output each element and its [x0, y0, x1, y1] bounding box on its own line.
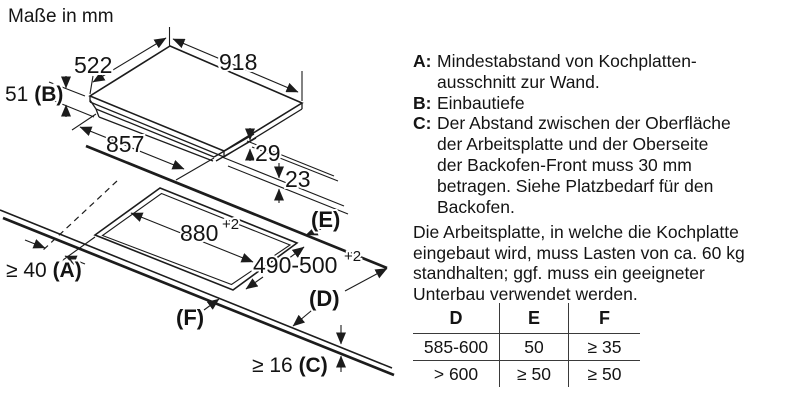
table-cell: ≥ 50	[500, 361, 569, 388]
table-header-d: D	[413, 303, 500, 334]
legend-a-line: ausschnitt zur Wand.	[437, 71, 600, 92]
ref-label-d: (D)	[309, 286, 340, 311]
table-header-row	[413, 303, 640, 334]
dim-label-490-500-tolerance: +2	[344, 248, 362, 265]
paragraph-line: Unterbau verwendet werden.	[413, 283, 638, 304]
legend-letter-b: B:	[413, 92, 432, 113]
dim-label-490-500: 490-500	[253, 252, 338, 278]
paragraph-line: eingebaut wird, muss Lasten von ca. 60 kg	[413, 242, 745, 263]
dim-51b	[5, 76, 94, 117]
page-title: Maße in mm	[8, 6, 114, 27]
dim-label-wall-clearance: ≥ 40 (A)	[6, 259, 82, 282]
dim-918	[173, 39, 302, 101]
table-header-f: F	[569, 303, 641, 334]
legend-c-line: der Backofen-Front muss 30 mm	[437, 154, 692, 175]
legend-entry-c	[413, 113, 731, 217]
ref-f	[176, 299, 219, 330]
legend-c-line: der Arbeitsplatte und der Oberseite	[437, 134, 709, 155]
table-row	[413, 334, 640, 361]
legend-c-line: betragen. Siehe Platzbedarf für den	[437, 175, 714, 196]
ref-label-e: (E)	[311, 207, 341, 232]
table-cell: > 600	[433, 363, 479, 384]
dim-label-522: 522	[74, 52, 113, 78]
table-cell: 585-600	[413, 334, 500, 361]
dim-880	[131, 213, 253, 262]
dim-label-880-tolerance: +2	[222, 216, 240, 233]
dim-label-880: 880	[180, 220, 219, 246]
table-cell: ≥ 50	[569, 361, 641, 388]
dim-label-worktop-thickness: ≥ 16 (C)	[252, 354, 328, 377]
dim-label-29: 29	[255, 140, 281, 166]
dim-label-918: 918	[219, 49, 258, 75]
table-row	[413, 361, 640, 388]
ref-d-line-upper	[345, 269, 387, 292]
table-cell: ≥ 35	[569, 334, 641, 361]
legend-letter-a: A:	[413, 51, 432, 71]
table-cell: 50	[500, 334, 569, 361]
paragraph-line: Die Arbeitsplatte, in welche die Kochplatte	[413, 222, 739, 242]
legend-entry-b	[413, 93, 731, 114]
base-right-top-edge	[214, 134, 254, 157]
legend-letter-c: C:	[413, 113, 432, 134]
dim-arrow-40a-left	[25, 240, 45, 248]
ref-label-f: (F)	[176, 305, 205, 330]
dim-490-500	[246, 247, 361, 289]
dim-16c	[252, 325, 341, 377]
dim-label-857: 857	[106, 131, 145, 157]
paragraph-line: standhalten; ggf. muss ein geeigneter	[413, 263, 705, 284]
table-header-e: E	[500, 303, 569, 334]
dim-ext-857-right	[176, 158, 214, 180]
worktop-load-paragraph	[413, 222, 745, 304]
legend	[413, 51, 731, 217]
def-dimension-table	[413, 303, 640, 387]
dim-522	[74, 27, 170, 94]
dim-ext-522-left	[90, 76, 93, 94]
dim-ext-857-left	[72, 114, 96, 130]
ref-e	[306, 207, 340, 235]
legend-c-line: Backofen.	[437, 196, 515, 217]
legend-c-line: Der Abstand zwischen der Oberfläche	[437, 113, 731, 134]
dim-23	[222, 157, 348, 214]
legend-entry-a	[413, 51, 731, 93]
legend-b-line: Einbautiefe	[437, 92, 525, 113]
dim-label-23: 23	[285, 166, 311, 192]
gap-23-upper-line	[222, 157, 344, 206]
legend-a-line: Mindestabstand von Kochplatten-	[437, 51, 697, 71]
dim-label-installation-depth: 51 (B)	[5, 83, 64, 106]
